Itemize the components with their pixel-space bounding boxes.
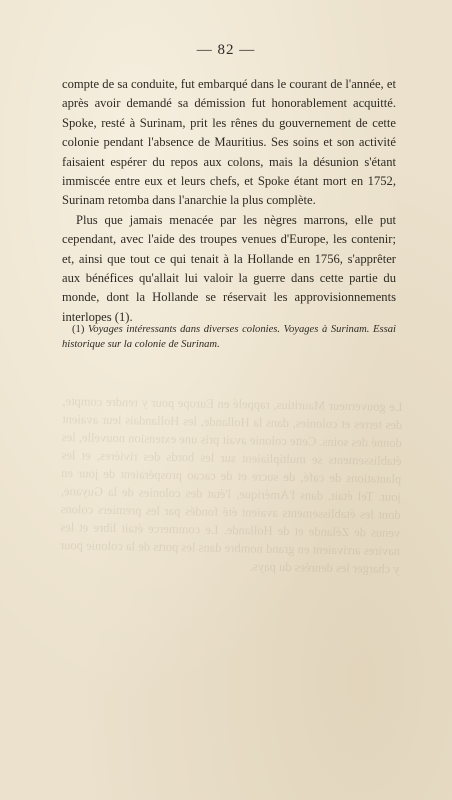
footnote	[62, 322, 396, 352]
page-number: — 82 —	[196, 42, 256, 58]
paragraph: compte de sa conduite, fut embarqué dans le courant de l'année, et après avoir demandé sa démission fut honorablement acquitté. Spoke, resté à Surinam, prit les rênes du gouvernement de cette colonie pendant l'absence de Mauritius. Ses soins et son activité faisaient espérer du repos aux colons, mais la désunion s'étant immiscée entre eux et leurs chefs, et Spoke étant mort en 1752, Surinam retomba dans l'anarchie la plus complète.	[62, 77, 396, 208]
bleed-through-texture: Le gouverneur Mauritius, rappelé en Europe pour y rendre compte, des terres et colonies, dans la Hollande, les Hollandais leur avaient donné des soins. Cette colonie avait pris une extension nouvelle, les établissements se multipliaient sur les bords des rivières, et les plantations de café, de sucre et de cacao prospéraient de jour en jour. Tel était, dans l'Amérique, l'état des colonies de la Guyane, dont les établissements avaient été fondés par les premiers colons venus de Zélande et de Hollande. Le commerce était libre et les navires arrivaient en grand nombre dans les ports de la colonie pour y charger les denrées du pays.	[59, 394, 403, 576]
main-text	[62, 75, 396, 327]
paragraph: Plus que jamais menacée par les nègres marrons, elle put cependant, avec l'aide des troupes venues d'Europe, les contenir; et, ainsi que tout ce qui tenait à la Hollande en 1756, s'apprêter aux bénéfices qu'allait lui valoir la guerre dans cette partie du monde, dont la Hollande se réservait les approvisionnements interlopes (1).	[62, 212, 396, 324]
footnote-text: Voyages intéressants dans diverses colonies. Voyages à Surinam. Essai historique sur la colonie de Surinam.	[62, 324, 397, 350]
footnote-marker: (1)	[72, 324, 85, 335]
